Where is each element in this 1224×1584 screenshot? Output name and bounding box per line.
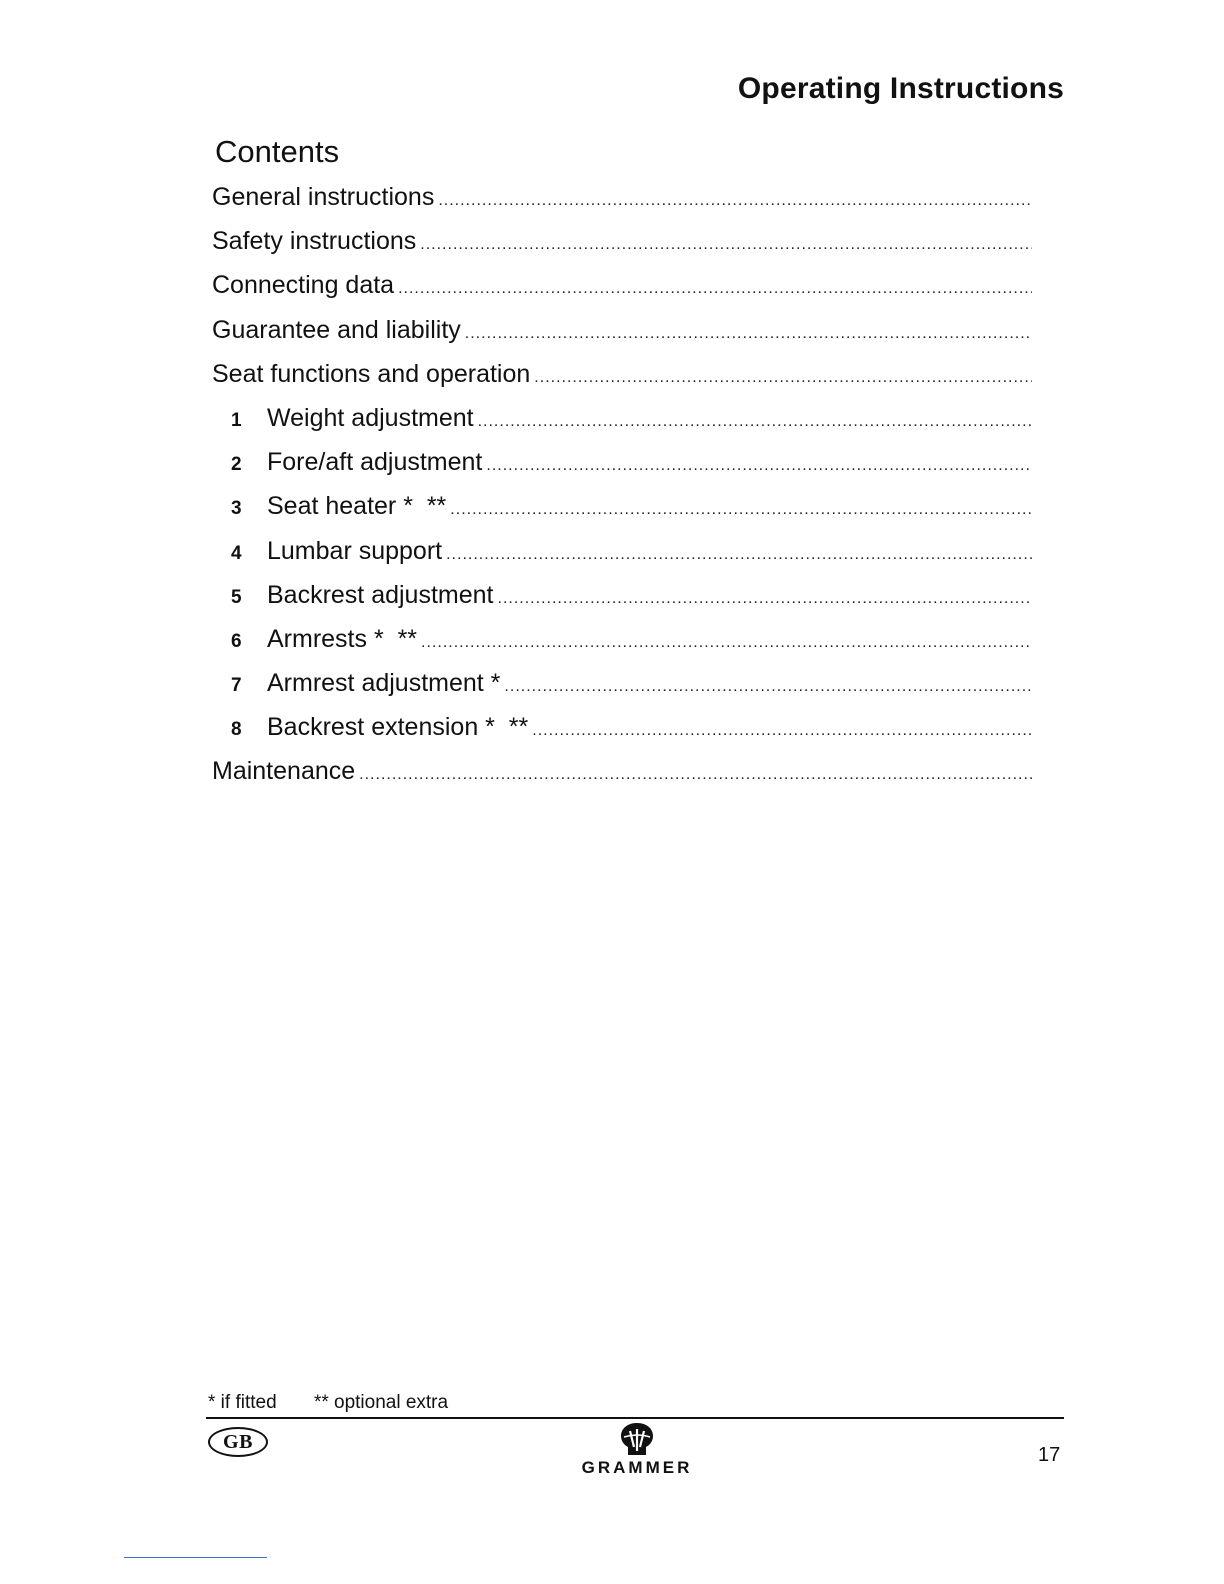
toc-leader-dots [532, 722, 1032, 740]
toc-leader-dots [498, 590, 1033, 608]
toc-subitem-number: 3 [231, 498, 242, 520]
toc-item [212, 183, 1032, 227]
document-title: Operating Instructions [737, 72, 1064, 105]
toc-subitem-number: 5 [231, 586, 242, 608]
toc-item-label: Safety instructions [212, 227, 417, 256]
toc-subitem [212, 448, 1032, 492]
toc-item-label: Maintenance [212, 757, 356, 786]
brand-name: GRAMMER [581, 1458, 693, 1477]
toc-item-label: Weight adjustment [267, 403, 474, 432]
toc-subitem [212, 713, 1032, 757]
toc-item-label: Backrest adjustment [267, 580, 494, 609]
toc-item-label: Guarantee and liability [212, 315, 461, 344]
footnote-if-fitted: * if fitted [208, 1392, 277, 1413]
toc-subitem-number: 7 [231, 675, 242, 697]
toc-subitem [212, 581, 1032, 625]
toc-item [212, 757, 1032, 801]
page-number: 17 [1038, 1444, 1061, 1466]
toc-subitem [212, 537, 1032, 581]
toc-leader-dots [359, 766, 1032, 784]
toc-item-label: Fore/aft adjustment [267, 448, 483, 477]
toc-item-label: Armrest adjustment * [267, 669, 501, 698]
toc-item [212, 271, 1032, 315]
toc-subitem-number: 4 [231, 542, 242, 564]
toc-subitem [212, 625, 1032, 669]
toc-subitem-number: 1 [231, 409, 242, 431]
toc-subitem [212, 669, 1032, 713]
toc-leader-dots [478, 413, 1032, 431]
toc-subitem [212, 404, 1032, 448]
toc-subitem-number: 2 [231, 454, 242, 476]
toc-leader-dots [465, 325, 1032, 343]
toc-leader-dots [438, 192, 1032, 210]
toc-leader-dots [420, 236, 1032, 254]
toc-leader-dots [421, 634, 1032, 652]
toc-leader-dots [504, 678, 1032, 696]
toc-item-label: General instructions [212, 183, 435, 211]
toc-item [212, 316, 1032, 360]
toc-leader-dots [486, 457, 1032, 475]
toc-subitem-number: 6 [231, 630, 242, 652]
toc-leader-dots [398, 280, 1032, 298]
toc-subitem-number: 8 [231, 719, 242, 741]
table-of-contents [212, 183, 1032, 802]
toc-leader-dots [446, 546, 1032, 564]
scan-artifact-line [124, 1557, 267, 1558]
footnote [208, 1392, 480, 1414]
toc-item-label: Lumbar support [267, 536, 443, 565]
footer-divider [206, 1417, 1064, 1419]
toc-subitem [212, 492, 1032, 536]
contents-heading: Contents [215, 134, 340, 169]
toc-leader-dots [450, 501, 1032, 519]
toc-item-label: Seat functions and operation [212, 359, 531, 388]
brand-logo [572, 1421, 702, 1478]
toc-item-label: Connecting data [212, 271, 395, 300]
toc-item [212, 360, 1032, 404]
toc-item [212, 227, 1032, 271]
toc-item-label: Seat heater * ** [267, 492, 447, 521]
grammer-logo-icon [618, 1421, 656, 1457]
toc-leader-dots [534, 369, 1032, 387]
footnote-optional-extra: ** optional extra [313, 1392, 449, 1413]
toc-item-label: Armrests * ** [267, 624, 418, 653]
country-badge: GB [208, 1427, 268, 1457]
toc-item-label: Backrest extension * ** [267, 713, 529, 742]
